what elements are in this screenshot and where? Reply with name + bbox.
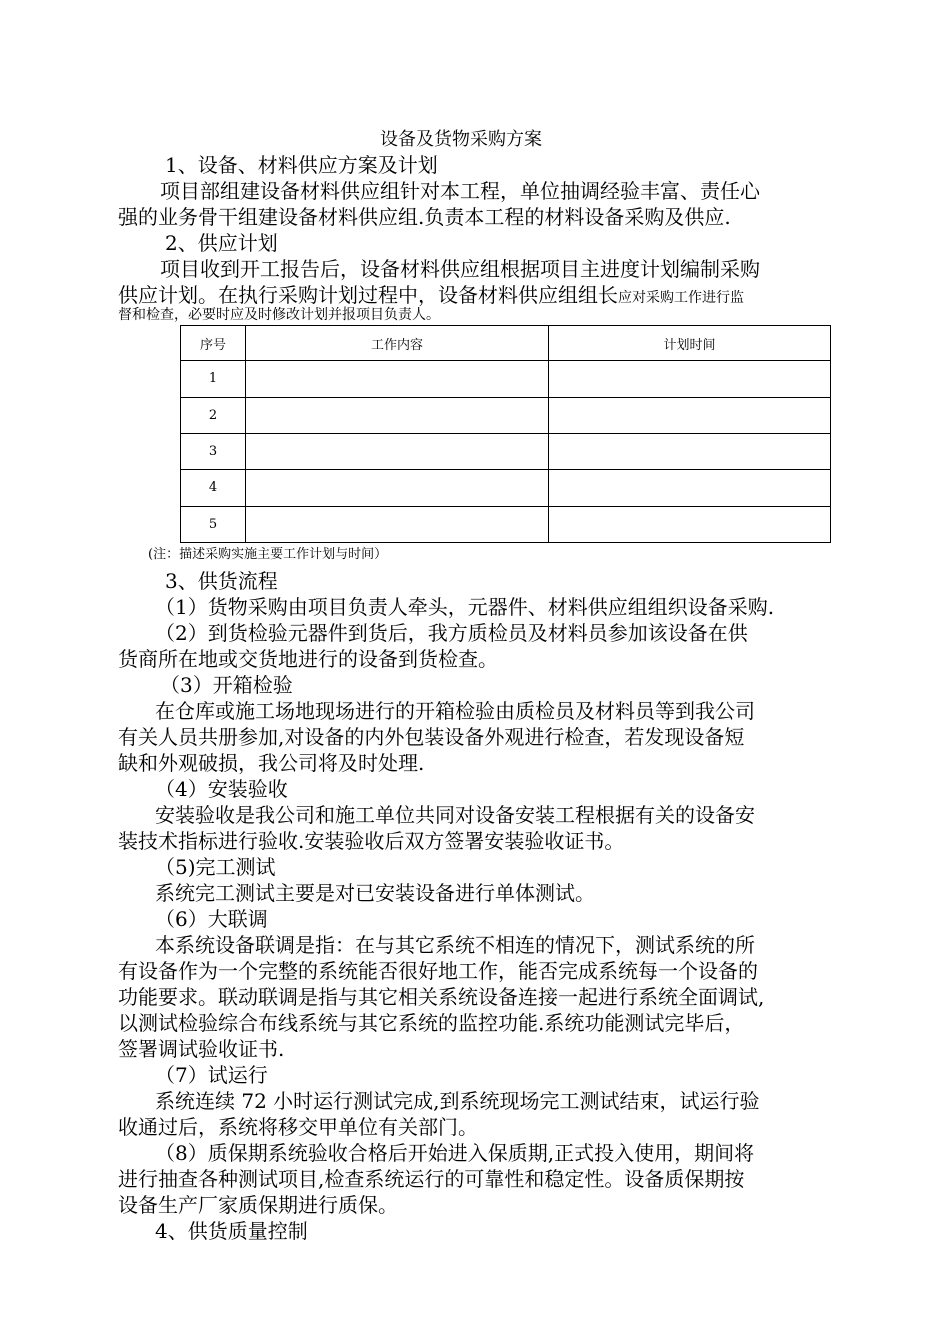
process-item-8-line: 进行抽查各种测试项目,检查系统运行的可靠性和稳定性。设备质保期按: [118, 1167, 745, 1191]
process-item-4-line: 安装验收是我公司和施工单位共同对设备安装工程根据有关的设备安: [155, 803, 755, 827]
table-cell-number: 4: [181, 470, 246, 506]
table-cell-time: [549, 397, 831, 433]
table-header-cell: 序号: [181, 326, 246, 361]
process-item-7-heading: （7）试运行: [155, 1063, 268, 1087]
section-1-paragraph-line: 项目部组建设备材料供应组针对本工程，单位抽调经验丰富、责任心: [160, 179, 760, 203]
section-2-paragraph-line: 项目收到开工报告后，设备材料供应组根据项目主进度计划编制采购: [160, 257, 760, 281]
process-item-3-line: 有关人员共册参加,对设备的内外包装设备外观进行检查，若发现设备短: [118, 725, 745, 749]
section-4-heading: 4、供货质量控制: [155, 1219, 308, 1243]
process-item-4-heading: （4）安装验收: [155, 777, 288, 801]
process-item-6-line: 有设备作为一个完整的系统能否很好地工作，能否完成系统每一个设备的: [118, 959, 758, 983]
process-item-6-line: 签署调试验收证书.: [118, 1037, 285, 1061]
section-1-heading: 1、设备、材料供应方案及计划: [165, 153, 438, 177]
table-note: (注：描述采购实施主要工作计划与时间）: [148, 547, 388, 562]
process-item-2-line: （2）到货检验元器件到货后，我方质检员及材料员参加该设备在供: [155, 621, 748, 645]
table-row: [181, 470, 831, 506]
page-title: 设备及货物采购方案: [380, 129, 542, 150]
table-cell-number: 1: [181, 361, 246, 397]
section-1-paragraph-line: 强的业务骨干组建设备材料供应组.负责本工程的材料设备采购及供应.: [118, 205, 731, 229]
table-header-row: [181, 326, 831, 361]
process-item-5-heading: （5)完工测试: [155, 855, 276, 879]
process-item-8-line: （8）质保期系统验收合格后开始进入保质期,正式投入使用，期间将: [155, 1141, 755, 1165]
process-item-3-line: 在仓库或施工场地现场进行的开箱检验由质检员及材料员等到我公司: [155, 699, 755, 723]
process-item-2-line: 货商所在地或交货地进行的设备到货检查。: [118, 647, 498, 671]
process-item-5-line: 系统完工测试主要是对已安装设备进行单体测试。: [155, 881, 595, 905]
section-2-heading: 2、供应计划: [165, 231, 278, 255]
table-cell-number: 3: [181, 433, 246, 469]
section-2-text-small: 应对采购工作进行监: [618, 290, 744, 306]
table-row: [181, 433, 831, 469]
table-cell-time: [549, 470, 831, 506]
table-cell-time: [549, 506, 831, 542]
process-item-4-line: 装技术指标进行验收.安装验收后双方签署安装验收证书。: [118, 829, 625, 853]
table-cell-content: [246, 361, 549, 397]
supply-plan-table: [180, 325, 831, 543]
process-item-1: （1）货物采购由项目负责人牵头，元器件、材料供应组组织设备采购.: [155, 595, 775, 619]
process-item-3-heading: （3）开箱检验: [160, 673, 293, 697]
table-row: [181, 506, 831, 542]
table-cell-time: [549, 361, 831, 397]
table-row: [181, 361, 831, 397]
table-row: [181, 397, 831, 433]
table-cell-content: [246, 506, 549, 542]
table-cell-content: [246, 433, 549, 469]
process-item-7-line: 系统连续 72 小时运行测试完成,到系统现场完工测试结束，试运行验: [155, 1089, 760, 1113]
section-3-heading: 3、供货流程: [165, 569, 278, 593]
table-cell-content: [246, 470, 549, 506]
process-item-7-line: 收通过后，系统将移交甲单位有关部门。: [118, 1115, 478, 1139]
section-2-paragraph-line: 督和检查，必要时应及时修改计划并报项目负责人。: [118, 307, 440, 323]
table-header-cell: 计划时间: [549, 326, 831, 361]
table-header-cell: 工作内容: [246, 326, 549, 361]
process-item-3-line: 缺和外观破损，我公司将及时处理.: [118, 751, 425, 775]
section-2-text-large: 供应计划。在执行采购计划过程中，设备材料供应组组长: [118, 283, 618, 307]
table-cell-time: [549, 433, 831, 469]
table-cell-content: [246, 397, 549, 433]
process-item-6-heading: （6）大联调: [155, 907, 268, 931]
process-item-6-line: 本系统设备联调是指：在与其它系统不相连的情况下，测试系统的所: [155, 933, 755, 957]
process-item-6-line: 以测试检验综合布线系统与其它系统的监控功能.系统功能测试完毕后，: [118, 1011, 745, 1035]
process-item-6-line: 功能要求。联动联调是指与其它相关系统设备连接一起进行系统全面调试,: [118, 985, 765, 1009]
table-cell-number: 2: [181, 397, 246, 433]
process-item-8-line: 设备生产厂家质保期进行质保。: [118, 1193, 398, 1217]
table-cell-number: 5: [181, 506, 246, 542]
